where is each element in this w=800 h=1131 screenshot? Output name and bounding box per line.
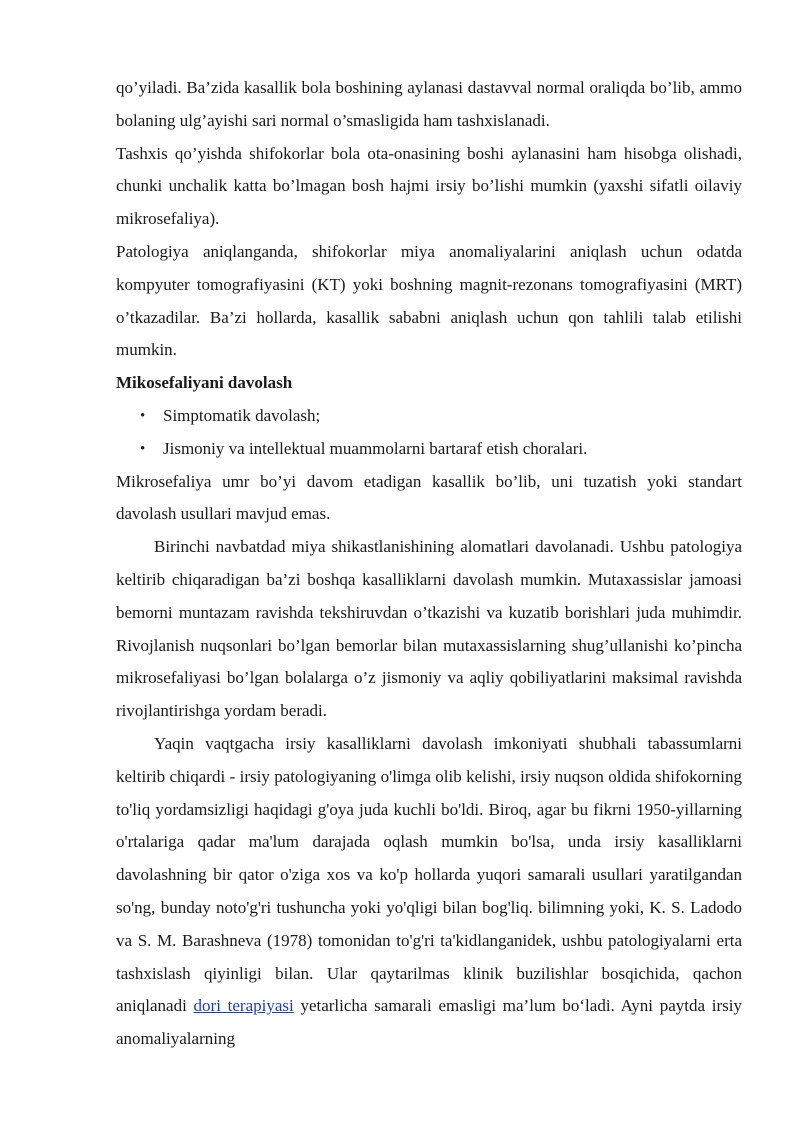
list-item	[116, 400, 742, 433]
paragraph-head-circumference: qo’yiladi. Ba’zida kasallik bola boshining aylanasi dastavval normal oraliqda bo’lib, ammo bolaning ulg’ayishi sari normal o’smasligida ham tashxislanadi.	[116, 78, 742, 130]
paragraph-hereditary-disease-treatment	[116, 728, 742, 1056]
document-body	[116, 72, 742, 1056]
paragraph-text: Yaqin vaqtgacha irsiy kasalliklarni davolash imkoniyati shubhali tabassumlarni keltirib chiqardi - irsiy patologiyaning o'limga olib kelishi, irsiy nuqson oldida shifokorning to'liq yordamsizligi haqidagi g'oya juda kuchli bo'ldi. Biroq, agar bu fikrni 1950-yillarning o'rtalariga qadar ma'lum darajada oqlash mumkin bo'lsa, unda irsiy kasalliklarni davolashning bir qator o'ziga xos va ko'p hollarda yuqori samarali usullari yaratilgandan so'ng, bunday noto'g'ri tushuncha yoki yo'qligi bilan bog'liq. bilimning yoki, K. S. Ladodo va S. M. Barashneva (1978) tomonidan to'g'ri ta'kidlanganidek, ushbu patologiyalarni erta tashxislash qiyinligi bilan. Ular qaytarilmas klinik buzilishlar bosqichida, qachon aniqlanadi	[116, 733, 742, 1016]
list-item-text: Simptomatik davolash;	[163, 405, 321, 425]
paragraph-text: yetarlicha samarali emasligi ma’lum bo‘ladi. Ayni paytda irsiy anomaliyalarning	[116, 996, 742, 1049]
paragraph-symptom-treatment: Birinchi navbatdad miya shikastlanishining alomatlari davolanadi. Ushbu patologiya keltirib chiqaradigan ba’zi boshqa kasalliklarni davolash mumkin. Mutaxassislar jamoasi bemorni muntazam ravishda tekshiruvdan o’tkazishi va kuzatib borishlari juda muhimdir. Rivojlanish nuqsonlari bo’lgan bemorlar bilan mutaxassislarning shug’ullanishi ko’pincha mikrosefaliyasi bo’lgan bolalarga o’z jismoniy va aqliy qobiliyatlarini maksimal ravishda rivojlantirishga yordam beradi.	[116, 537, 742, 721]
paragraph-lifelong-condition: Mikrosefaliya umr bo’yi davom etadigan kasallik bo’lib, uni tuzatish yoki standart davolash usullari mavjud emas.	[116, 471, 742, 524]
bullet-icon: •	[140, 440, 146, 457]
list-item	[116, 433, 742, 466]
bullet-icon: •	[140, 407, 146, 424]
treatment-bullet-list	[116, 400, 742, 466]
section-heading-treatment: Mikosefaliyani davolash	[116, 373, 293, 393]
drug-therapy-link[interactable]: dori terapiyasi	[193, 996, 294, 1016]
list-item-text: Jismoniy va intellektual muammolarni bartaraf etish choralari.	[163, 438, 588, 458]
paragraph-imaging-diagnosis: Patologiya aniqlanganda, shifokorlar miya anomaliyalarini aniqlash uchun odatda kompyuter tomografiyasini (KT) yoki boshning magnit-rezonans tomografiyasini (MRT) o’tkazadilar. Ba’zi hollarda, kasallik sababni aniqlash uchun qon tahlili talab etilishi mumkin.	[116, 241, 742, 360]
paragraph-parents-head-size: Tashxis qo’yishda shifokorlar bola ota-onasining boshi aylanasini ham hisobga olishadi, chunki unchalik katta bo’lmagan bosh hajmi irsiy bo’lishi mumkin (yaxshi sifatli oilaviy mikrosefaliya).	[116, 143, 742, 229]
